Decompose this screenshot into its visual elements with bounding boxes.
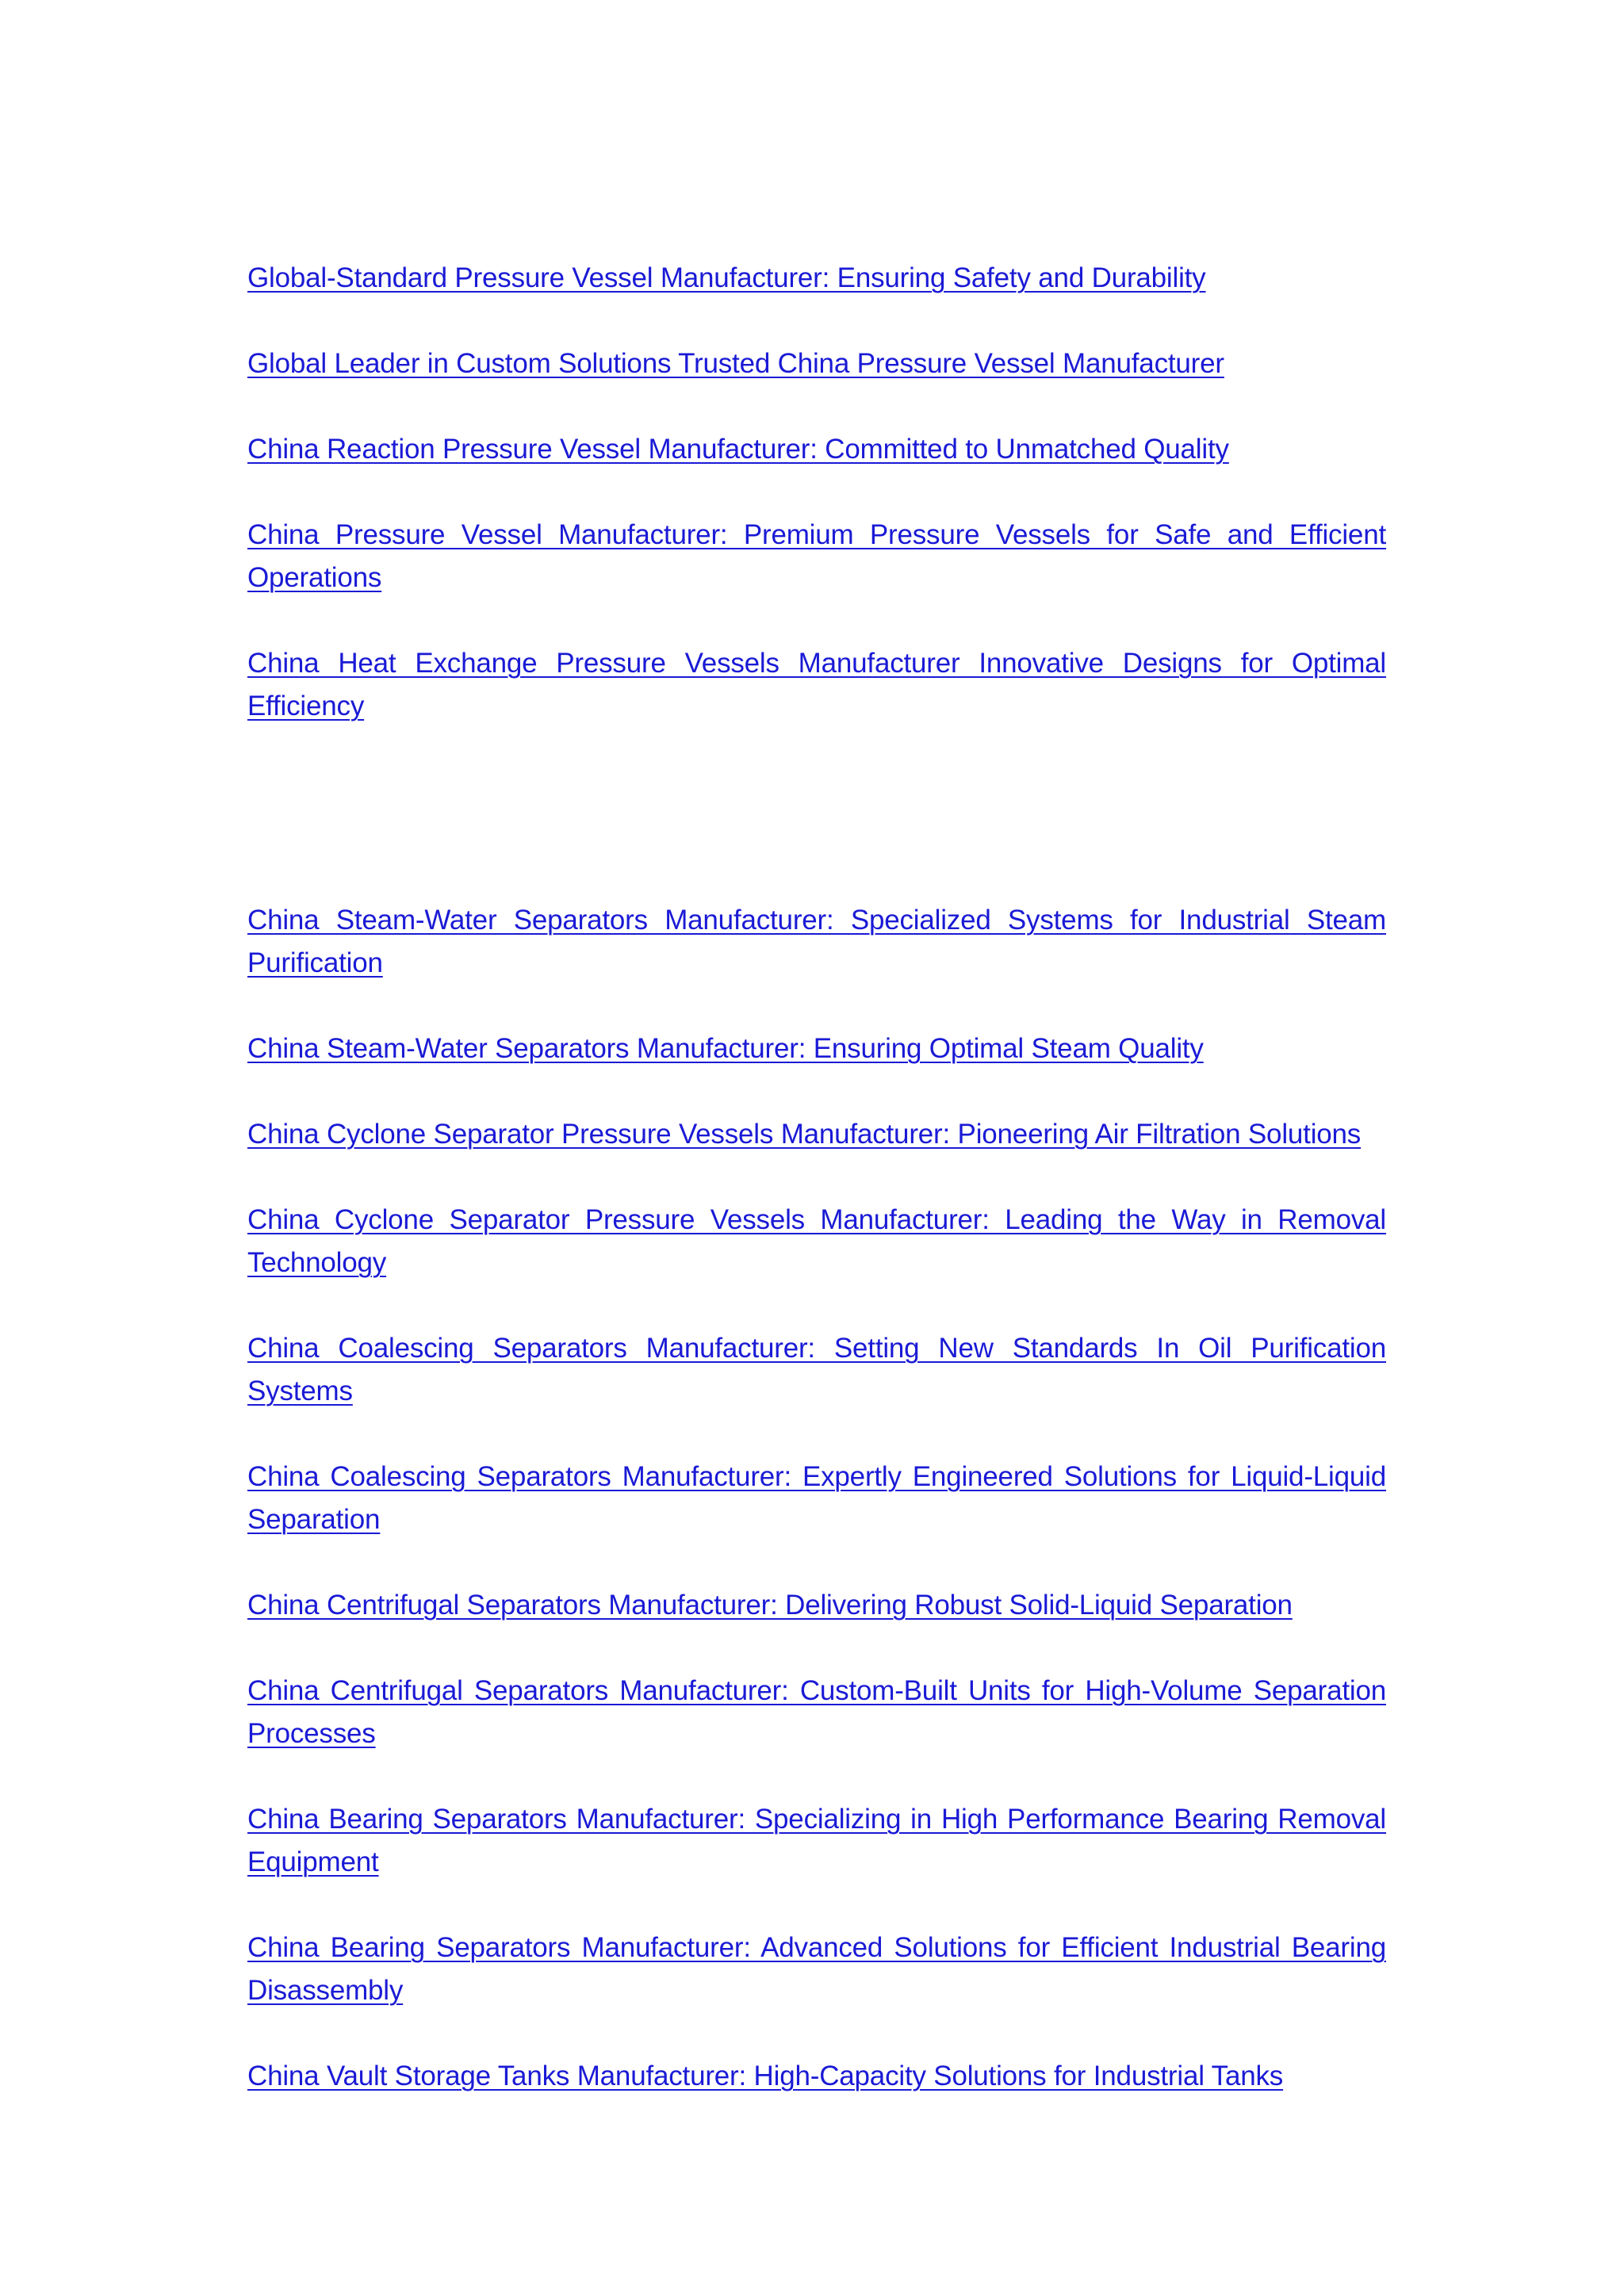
list-item [247, 1456, 1386, 1541]
article-link[interactable]: China Cyclone Separator Pressure Vessels Manufacturer: Leading the Way in Removal Technology [247, 1204, 1386, 1278]
list-item [247, 1327, 1386, 1413]
list-item [247, 1670, 1386, 1755]
list-item [247, 428, 1386, 471]
link-list-pressure-vessels [247, 257, 1386, 771]
article-link[interactable]: China Heat Exchange Pressure Vessels Manufacturer Innovative Designs for Optimal Efficiency [247, 648, 1386, 721]
article-link[interactable]: China Steam-Water Separators Manufacturer: Ensuring Optimal Steam Quality [247, 1033, 1204, 1064]
link-list-separators [247, 899, 1386, 2141]
article-link[interactable]: China Coalescing Separators Manufacturer: Setting New Standards In Oil Purification Systems [247, 1333, 1386, 1406]
list-item [247, 1199, 1386, 1284]
article-link[interactable]: Global-Standard Pressure Vessel Manufacturer: Ensuring Safety and Durability [247, 262, 1206, 293]
article-link[interactable]: China Reaction Pressure Vessel Manufacturer: Committed to Unmatched Quality [247, 434, 1229, 465]
article-link[interactable]: China Bearing Separators Manufacturer: Specializing in High Performance Bearing Removal Equipment [247, 1804, 1386, 1877]
list-item [247, 342, 1386, 385]
list-item [247, 899, 1386, 985]
list-item [247, 1798, 1386, 1884]
list-item [247, 1584, 1386, 1627]
article-link[interactable]: China Bearing Separators Manufacturer: Advanced Solutions for Efficient Industrial Bearing Disassembly [247, 1932, 1386, 2006]
list-item [247, 1113, 1386, 1156]
article-link[interactable]: China Centrifugal Separators Manufacturer: Custom-Built Units for High-Volume Separation Processes [247, 1675, 1386, 1749]
list-item [247, 514, 1386, 599]
article-link[interactable]: China Coalescing Separators Manufacturer: Expertly Engineered Solutions for Liquid-Liquid Separation [247, 1461, 1386, 1535]
article-link[interactable]: China Centrifugal Separators Manufacturer: Delivering Robust Solid-Liquid Separation [247, 1590, 1293, 1621]
article-link[interactable]: China Steam-Water Separators Manufacturer: Specialized Systems for Industrial Steam Purification [247, 905, 1386, 978]
list-item [247, 1027, 1386, 1070]
article-link[interactable]: China Cyclone Separator Pressure Vessels Manufacturer: Pioneering Air Filtration Solutions [247, 1119, 1362, 1150]
article-link[interactable]: Global Leader in Custom Solutions Trusted China Pressure Vessel Manufacturer [247, 348, 1224, 379]
list-item [247, 257, 1386, 300]
list-item [247, 2055, 1386, 2098]
list-item [247, 1927, 1386, 2012]
article-link[interactable]: China Pressure Vessel Manufacturer: Premium Pressure Vessels for Safe and Efficient Operations [247, 519, 1386, 593]
list-item [247, 642, 1386, 728]
article-link[interactable]: China Vault Storage Tanks Manufacturer: High-Capacity Solutions for Industrial Tanks [247, 2061, 1284, 2091]
